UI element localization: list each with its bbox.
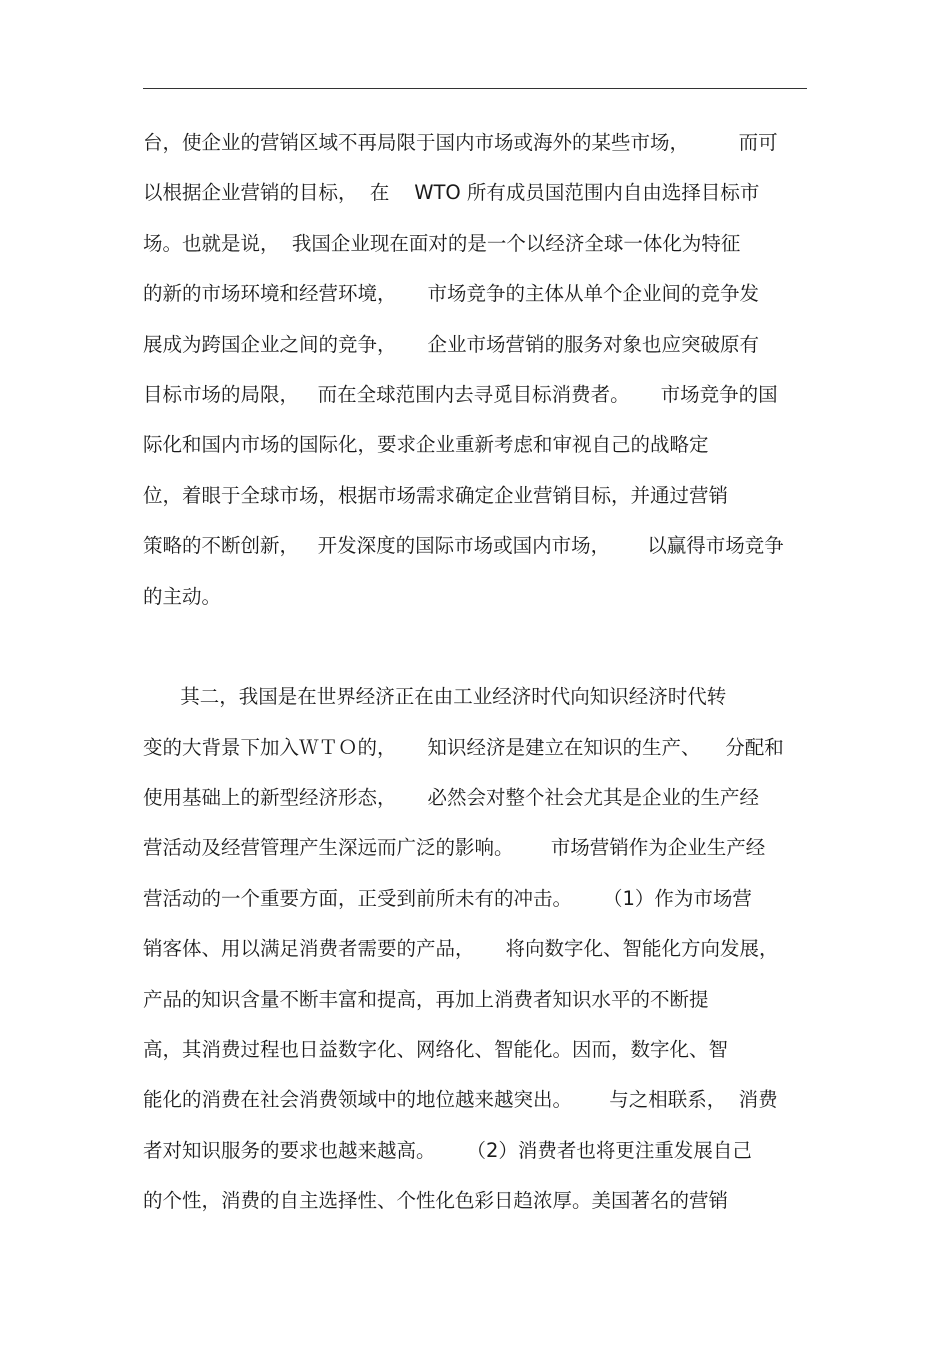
text-line: 营活动及经营管理产生深远而广泛的影响。 市场营销作为企业生产经 xyxy=(143,836,766,860)
text-line: 能化的消费在社会消费领域中的地位越来越突出。 与之相联系， 消费 xyxy=(143,1088,778,1112)
header-rule xyxy=(143,88,807,89)
text-line: 的个性，消费的自主选择性、个性化色彩日趋浓厚。美国著名的营销 xyxy=(143,1189,729,1213)
paragraph-1 xyxy=(143,118,807,622)
text-line: 以根据企业营销的目标， 在 WTO 所有成员国范围内自由选择目标市 xyxy=(143,181,760,205)
paragraph-spacer xyxy=(143,622,807,672)
text-line: 展成为跨国企业之间的竞争， 企业市场营销的服务对象也应突破原有 xyxy=(143,332,759,356)
text-line: 目标市场的局限， 而在全球范围内去寻觅目标消费者。 市场竞争的国 xyxy=(143,382,778,406)
text-line: 策略的不断创新， 开发深度的国际市场或国内市场， 以赢得市场竞争 xyxy=(143,534,784,558)
text-line: 的主动。 xyxy=(143,584,222,608)
text-line: 其二，我国是在世界经济正在由工业经济时代向知识经济时代转 xyxy=(143,685,727,709)
text-line: 使用基础上的新型经济形态， 必然会对整个社会尤其是企业的生产经 xyxy=(143,786,759,810)
text-line: 的新的市场环境和经营环境， 市场竞争的主体从单个企业间的竞争发 xyxy=(143,282,759,306)
text-line: 者对知识服务的要求也越来越高。 （2）消费者也将更注重发展自己 xyxy=(143,1138,752,1162)
text-line: 销客体、用以满足消费者需要的产品， 将向数字化、智能化方向发展， xyxy=(143,937,779,961)
text-line: 际化和国内市场的国际化，要求企业重新考虑和审视自己的战略定 xyxy=(143,433,709,457)
paragraph-2 xyxy=(143,672,807,1226)
text-line: 产品的知识含量不断丰富和提高，再加上消费者知识水平的不断提 xyxy=(143,987,709,1011)
text-line: 营活动的一个重要方面，正受到前所未有的冲击。 （1）作为市场营 xyxy=(143,886,752,910)
text-line: 高，其消费过程也日益数字化、网络化、智能化。因而，数字化、智 xyxy=(143,1038,729,1062)
page-body xyxy=(143,118,807,1227)
text-line: 位，着眼于全球市场，根据市场需求确定企业营销目标，并通过营销 xyxy=(143,483,729,507)
text-line: 变的大背景下加入ＷＴＯ的， 知识经济是建立在知识的生产、 分配和 xyxy=(143,735,784,759)
text-line: 场。也就是说， 我国企业现在面对的是一个以经济全球一体化为特征 xyxy=(143,231,741,255)
text-line: 台，使企业的营销区域不再局限于国内市场或海外的某些市场， 而可 xyxy=(143,131,778,154)
